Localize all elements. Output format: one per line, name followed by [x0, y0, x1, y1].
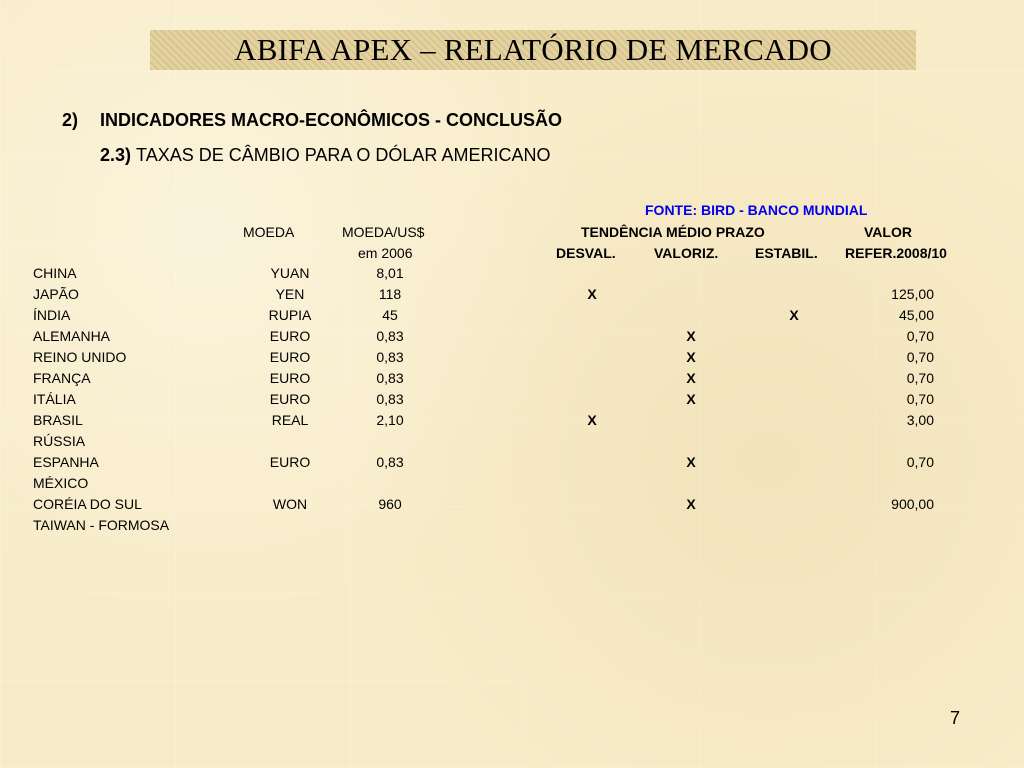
- valoriz-mark: X: [686, 349, 696, 365]
- header-value: VALOR: [864, 224, 912, 240]
- header-rate-sub: em 2006: [358, 245, 413, 261]
- table-row: [0, 286, 1024, 307]
- rate-cell: 0,83: [376, 349, 404, 365]
- country-cell: CORÉIA DO SUL: [33, 496, 142, 512]
- table-row: [0, 328, 1024, 349]
- reference-value-cell: 0,70: [906, 391, 934, 407]
- desval-mark: X: [587, 286, 597, 302]
- header-trend: TENDÊNCIA MÉDIO PRAZO: [581, 224, 765, 240]
- country-cell: MÉXICO: [33, 475, 89, 491]
- rate-cell: 45: [382, 307, 398, 323]
- valoriz-mark: X: [686, 328, 696, 344]
- country-cell: BRASIL: [33, 412, 83, 428]
- header-currency: MOEDA: [243, 224, 295, 240]
- subsection-heading: [100, 145, 550, 166]
- country-cell: CHINA: [33, 265, 77, 281]
- country-cell: REINO UNIDO: [33, 349, 127, 365]
- valoriz-mark: X: [686, 370, 696, 386]
- table-row: [0, 517, 1024, 538]
- rate-cell: 8,01: [376, 265, 404, 281]
- currency-cell: EURO: [269, 349, 311, 365]
- table-row: [0, 370, 1024, 391]
- country-cell: RÚSSIA: [33, 433, 86, 449]
- table-row: [0, 412, 1024, 433]
- valoriz-mark: X: [686, 454, 696, 470]
- rate-cell: 0,83: [376, 328, 404, 344]
- currency-cell: YUAN: [270, 265, 310, 281]
- rate-cell: 0,83: [376, 391, 404, 407]
- header-desval: DESVAL.: [556, 245, 616, 261]
- country-cell: TAIWAN - FORMOSA: [33, 517, 170, 533]
- table-row: [0, 454, 1024, 475]
- table-row: [0, 349, 1024, 370]
- country-cell: ITÁLIA: [33, 391, 76, 407]
- currency-cell: EURO: [269, 391, 311, 407]
- table-row: [0, 307, 1024, 328]
- currency-cell: RUPIA: [268, 307, 312, 323]
- reference-value-cell: 3,00: [906, 412, 934, 428]
- currency-cell: YEN: [275, 286, 305, 302]
- header-estabil: ESTABIL.: [755, 245, 818, 261]
- reference-value-cell: 45,00: [898, 307, 934, 323]
- section-heading: [62, 110, 562, 131]
- rate-cell: 960: [378, 496, 402, 512]
- country-cell: ÍNDIA: [33, 307, 71, 323]
- source-note: FONTE: BIRD - BANCO MUNDIAL: [645, 202, 868, 218]
- section-number: 2): [62, 110, 79, 130]
- currency-cell: EURO: [269, 328, 311, 344]
- section-title: INDICADORES MACRO-ECONÔMICOS - CONCLUSÃO: [100, 110, 562, 130]
- reference-value-cell: 900,00: [891, 496, 934, 512]
- reference-value-cell: 0,70: [906, 349, 934, 365]
- subsection-number: 2.3): [100, 145, 132, 165]
- rate-cell: 0,83: [376, 454, 404, 470]
- currency-cell: EURO: [269, 454, 311, 470]
- currency-cell: WON: [272, 496, 308, 512]
- desval-mark: X: [587, 412, 597, 428]
- table-row: [0, 496, 1024, 517]
- country-cell: FRANÇA: [33, 370, 91, 386]
- table-row: [0, 475, 1024, 496]
- valoriz-mark: X: [686, 391, 696, 407]
- table-row: [0, 433, 1024, 454]
- reference-value-cell: 0,70: [906, 454, 934, 470]
- country-cell: ESPANHA: [33, 454, 99, 470]
- header-valoriz: VALORIZ.: [654, 245, 719, 261]
- estabil-mark: X: [789, 307, 799, 323]
- table-row: [0, 265, 1024, 286]
- header-value-sub: REFER.2008/10: [845, 245, 947, 261]
- currency-cell: REAL: [271, 412, 309, 428]
- reference-value-cell: 0,70: [906, 370, 934, 386]
- reference-value-cell: 125,00: [891, 286, 934, 302]
- page-number: 7: [950, 708, 961, 728]
- valoriz-mark: X: [686, 496, 696, 512]
- currency-cell: EURO: [269, 370, 311, 386]
- rate-cell: 0,83: [376, 370, 404, 386]
- country-cell: JAPÃO: [33, 286, 79, 302]
- header-rate: MOEDA/US$: [342, 224, 425, 240]
- subsection-title: TAXAS DE CÂMBIO PARA O DÓLAR AMERICANO: [136, 145, 551, 165]
- country-cell: ALEMANHA: [33, 328, 111, 344]
- slide-title: ABIFA APEX – RELATÓRIO DE MERCADO: [150, 30, 916, 70]
- rate-cell: 118: [378, 286, 402, 302]
- table-row: [0, 391, 1024, 412]
- rate-cell: 2,10: [376, 412, 404, 428]
- reference-value-cell: 0,70: [906, 328, 934, 344]
